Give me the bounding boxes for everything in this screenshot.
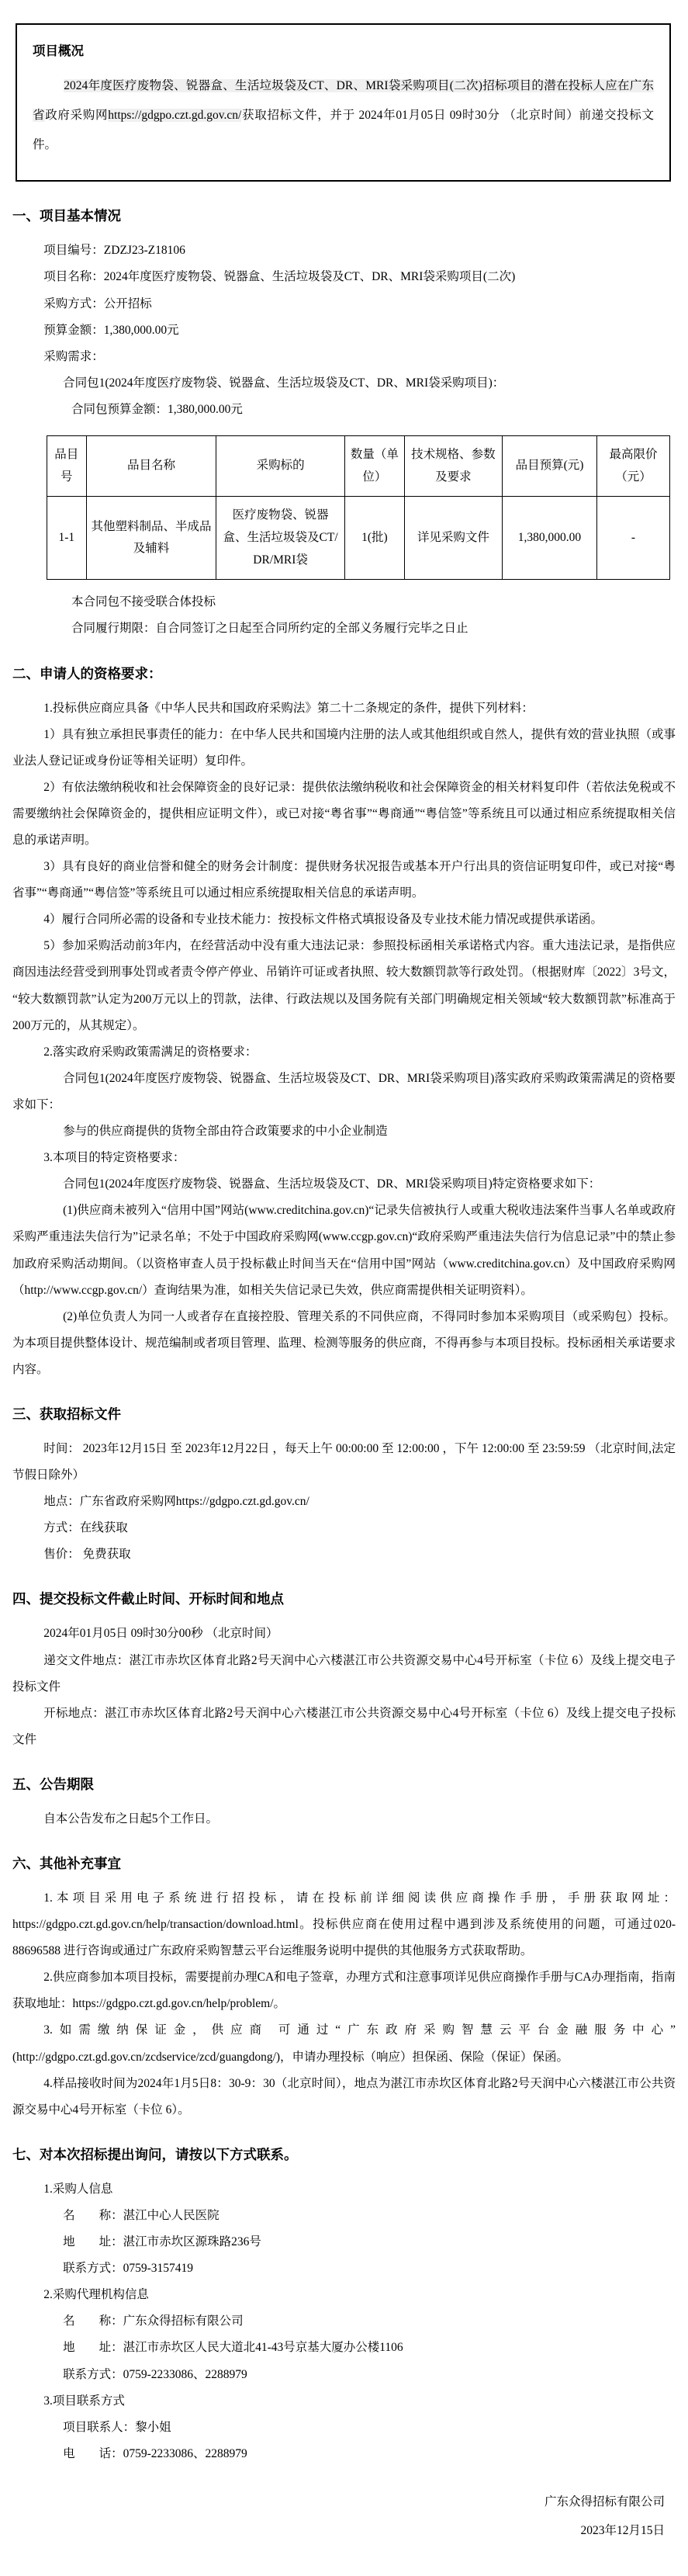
agency-info-title: 2.采购代理机构信息: [43, 2288, 149, 2302]
section-6-heading: 六、其他补充事宜: [12, 1856, 121, 1871]
table-row: [47, 497, 670, 580]
qualification-item: (2)单位负责人为同一人或者存在直接控股、管理关系的不同供应商，不得同时参加本采购项目（或采购包）投标。为本项目提供整体设计、规范编制或者项目管理、监理、检测等服务的供应商，不得再参与本项目投标。投标函相关承诺要求内容。: [12, 1309, 676, 1376]
supplementary-item: 3.如需缴纳保证金，供应商 可通过“广东政府采购智慧云平台金融服务中心”(http://gdgpo.czt.gd.gov.cn/zcdservice/zcd/guangdong/)，申请办理投标（响应）担保函、保险（保证）保函。: [12, 2023, 676, 2064]
cell-item-no: 1-1: [47, 497, 87, 580]
qualification-item: 参与的供应商提供的货物全部由符合政策要求的中小企业制造: [63, 1125, 388, 1139]
agency-name: 名 称：广东众得招标有限公司: [63, 2314, 244, 2328]
overview-procurement-url: https://gdgpo.czt.gd.gov.cn/: [108, 109, 242, 123]
cell-quantity-unit: 1(批): [344, 497, 404, 580]
agency-address: 地 址：湛江市赤坎区人民大道北41-43号京基大厦办公楼1106: [63, 2341, 403, 2355]
qualification-item: 3）具有良好的商业信誉和健全的财务会计制度：提供财务状况报告或基本开户行出具的资信证明复印件，或已对接“粤省事”“粤商通”“粤信签”等系统且可以通过相应系统提取相关信息的承诺声明。: [12, 860, 676, 900]
signature-date: 2023年12月15日: [580, 2524, 665, 2538]
section-2-qualification-requirements: [12, 663, 676, 1383]
project-contact-title: 3.项目联系方式: [43, 2394, 125, 2408]
procurement-items-table: [47, 435, 670, 580]
qualification-item: 5）参加采购活动前3年内，在经营活动中没有重大违法记录：参照投标函相关承诺格式内容。重大违法记录，是指供应商因违法经营受到刑事处罚或者责令停产停业、吊销许可证或者执照、较大数额罚款等行政处罚。（根据财库〔2022〕3号文，“较大数额罚款”认定为200万元以上的罚款，法律、行政法规以及国务院有关部门明确规定相关领域“较大数额罚款”标准高于200万元的，从其规定）。: [12, 939, 676, 1032]
purchaser-phone: 联系方式：0759-3157419: [63, 2262, 194, 2276]
obtain-time: 时间： 2023年12月15日 至 2023年12月22日 ，每天上午 00:00:00 至 12:00:00 ，下午 12:00:00 至 23:59:59 （北京时间,法定节假日除外）: [12, 1441, 676, 1482]
section-5-heading: 五、公告期限: [12, 1776, 94, 1792]
section-3-heading: 三、获取招标文件: [12, 1406, 121, 1422]
section-6-supplementary: [12, 1853, 676, 2124]
section-7-heading: 七、对本次招标提出询问，请按以下方式联系。: [12, 2146, 298, 2162]
overview-project-name-highlight: 2024年度医疗废物袋、锐器盒、生活垃圾袋及CT、DR、MRI袋采购项目(二次)招标项目的潜在投标人应在广东省: [33, 79, 654, 123]
section-2-heading: 二、申请人的资格要求：: [12, 665, 162, 681]
field-project-number: 项目编号：ZDZJ23-Z18106: [43, 244, 185, 258]
field-budget-amount: 预算金额：1,380,000.00元: [43, 323, 179, 337]
qualification-item: 2）有依法缴纳税收和社会保障资金的良好记录：提供依法缴纳税收和社会保障资金的相关材料复印件（若依法免税或不需要缴纳社会保障资金的，提供相应证明文件），或已对接“粤省事”“粤商通”“粤信签”等系统且可以通过相应系统提取相关信息的承诺声明。: [12, 780, 676, 847]
supplementary-item: 1.本项目采用电子系统进行招投标，请在投标前详细阅读供应商操作手册，手册获取网址：https://gdgpo.czt.gd.gov.cn/help/transaction/download.html。投标供应商在使用过程中遇到涉及系统使用的问题，可通过020-88696588 进行咨询或通过广东政府采购智慧云平台运维服务说明中提供的其他服务方式获取帮助。: [12, 1891, 676, 1958]
supplementary-item: 2.供应商参加本项目投标，需要提前办理CA和电子签章，办理方式和注意事项详见供应商操作手册与CA办理指南，指南获取地址：https://gdgpo.czt.gd.gov.cn/help/problem/。: [12, 1971, 676, 2011]
qualification-item: 合同包1(2024年度医疗废物袋、锐器盒、生活垃圾袋及CT、DR、MRI袋采购项目)落实政府采购政策需满足的资格要求如下：: [12, 1071, 676, 1111]
qualification-item: 2.落实政府采购政策需满足的资格要求：: [43, 1045, 258, 1059]
project-contact-phone: 电 话：0759-2233086、2288979: [63, 2446, 247, 2460]
qualification-item: 1.投标供应商应具备《中华人民共和国政府采购法》第二十二条规定的条件，提供下列材料：: [43, 701, 534, 715]
obtain-price: 售价： 免费获取: [43, 1548, 131, 1562]
agency-phone: 联系方式：0759-2233086、2288979: [63, 2367, 247, 2381]
section-1-heading: 一、项目基本情况: [12, 208, 121, 224]
signature-block: [12, 2488, 676, 2545]
purchaser-address: 地 址：湛江市赤坎区源珠路236号: [63, 2235, 261, 2249]
qualification-item: (1)供应商未被列入“信用中国”网站(www.creditchina.gov.cn)“记录失信被执行人或重大税收违法案件当事人名单或政府采购严重违法失信行为”记录名单；不处于中国政府采购网(www.ccgp.gov.cn)“政府采购严重违法失信行为信息记录”中的禁止参加政府采购活动期间。（以资格审查人员于投标截止时间当天在“信用中国”网站（www.creditchina.gov.cn）及中国政府采购网（http://www.ccgp.gov.cn/）查询结果为准，如相关失信记录已失效，供应商需提供相关证明资料）。: [12, 1204, 676, 1297]
cell-tech-spec: 详见采购文件: [404, 497, 502, 580]
field-procurement-method: 采购方式：公开招标: [43, 296, 152, 310]
section-7-contact-info: [12, 2144, 676, 2467]
note-contract-duration: 合同履行期限：自合同签订之日起至合同所约定的全部义务履行完毕之日止: [71, 622, 468, 636]
field-project-name: 项目名称：2024年度医疗废物袋、锐器盒、生活垃圾袋及CT、DR、MRI袋采购项目(二次): [43, 270, 516, 284]
project-overview-box: [16, 23, 671, 182]
obtain-location: 地点：广东省政府采购网https://gdgpo.czt.gd.gov.cn/: [43, 1495, 309, 1509]
cell-item-budget: 1,380,000.00: [502, 497, 596, 580]
cell-procurement-target: 医疗废物袋、锐器盒、生活垃圾袋及CT/DR/MRI袋: [216, 497, 344, 580]
contract-package-title: 合同包1(2024年度医疗废物袋、锐器盒、生活垃圾袋及CT、DR、MRI袋采购项目)：: [63, 376, 505, 390]
section-1-basic-info: [12, 205, 676, 642]
header-item-name: 品目名称: [86, 435, 216, 496]
obtain-method: 方式：在线获取: [43, 1521, 128, 1535]
announcement-period-text: 自本公告发布之日起5个工作日。: [43, 1812, 219, 1825]
overview-intro-mid: 政府采购网: [45, 109, 109, 123]
submission-location: 递交文件地点：湛江市赤坎区体育北路2号天润中心六楼湛江市公共资源交易中心4号开标室（卡位 6）及线上提交电子投标文件: [12, 1653, 676, 1694]
supplementary-item: 4.样品接收时间为2024年1月5日8：30-9：30（北京时间），地点为湛江市赤坎区体育北路2号天润中心六楼湛江市公共资源交易中心4号开标室（卡位 6）。: [12, 2076, 676, 2117]
contract-package-budget: 合同包预算金额：1,380,000.00元: [71, 402, 243, 416]
cell-item-name: 其他塑料制品、半成品及辅料: [86, 497, 216, 580]
header-quantity-unit: 数量（单位）: [344, 435, 404, 496]
qualification-item: 合同包1(2024年度医疗废物袋、锐器盒、生活垃圾袋及CT、DR、MRI袋采购项目)特定资格要求如下：: [63, 1177, 601, 1191]
note-no-consortium-bid: 本合同包不接受联合体投标: [71, 595, 216, 609]
header-tech-spec: 技术规格、参数及要求: [404, 435, 502, 496]
purchaser-info-title: 1.采购人信息: [43, 2182, 113, 2196]
header-procurement-target: 采购标的: [216, 435, 344, 496]
qualification-item: 1）具有独立承担民事责任的能力：在中华人民共和国境内注册的法人或其他组织或自然人，提供有效的营业执照（或事业法人登记证或身份证等相关证明）复印件。: [12, 727, 676, 768]
overview-intro-rest: 获取招标文件，并于 2024年01月05日 09时30分 （北京时间）前递交投标文件。: [33, 109, 654, 152]
overview-title: 项目概况: [33, 43, 84, 58]
qualification-item: 3.本项目的特定资格要求：: [43, 1151, 185, 1165]
purchaser-name: 名 称：湛江中心人民医院: [63, 2208, 220, 2222]
header-item-no: 品目号: [47, 435, 87, 496]
cell-max-price: -: [597, 497, 670, 580]
overview-intro-paragraph: [33, 71, 654, 160]
section-4-heading: 四、提交投标文件截止时间、开标时间和地点: [12, 1591, 284, 1607]
qualification-item: 4）履行合同所必需的设备和专业技术能力：按投标文件格式填报设备及专业技术能力情况或提供承诺函。: [43, 913, 603, 927]
deadline-datetime: 2024年01月05日 09时30分00秒 （北京时间）: [43, 1627, 278, 1641]
signature-company: 广东众得招标有限公司: [544, 2495, 665, 2508]
table-header-row: [47, 435, 670, 496]
opening-location: 开标地点：湛江市赤坎区体育北路2号天润中心六楼湛江市公共资源交易中心4号开标室（卡位 6）及线上提交电子投标文件: [12, 1706, 676, 1746]
field-procurement-demand: 采购需求：: [43, 349, 104, 363]
project-contact-person: 项目联系人：黎小姐: [63, 2420, 171, 2434]
section-3-obtain-documents: [12, 1403, 676, 1568]
header-max-price: 最高限价（元）: [597, 435, 670, 496]
section-4-deadline-opening: [12, 1588, 676, 1753]
header-item-budget: 品目预算(元): [502, 435, 596, 496]
section-5-announcement-period: [12, 1773, 676, 1832]
